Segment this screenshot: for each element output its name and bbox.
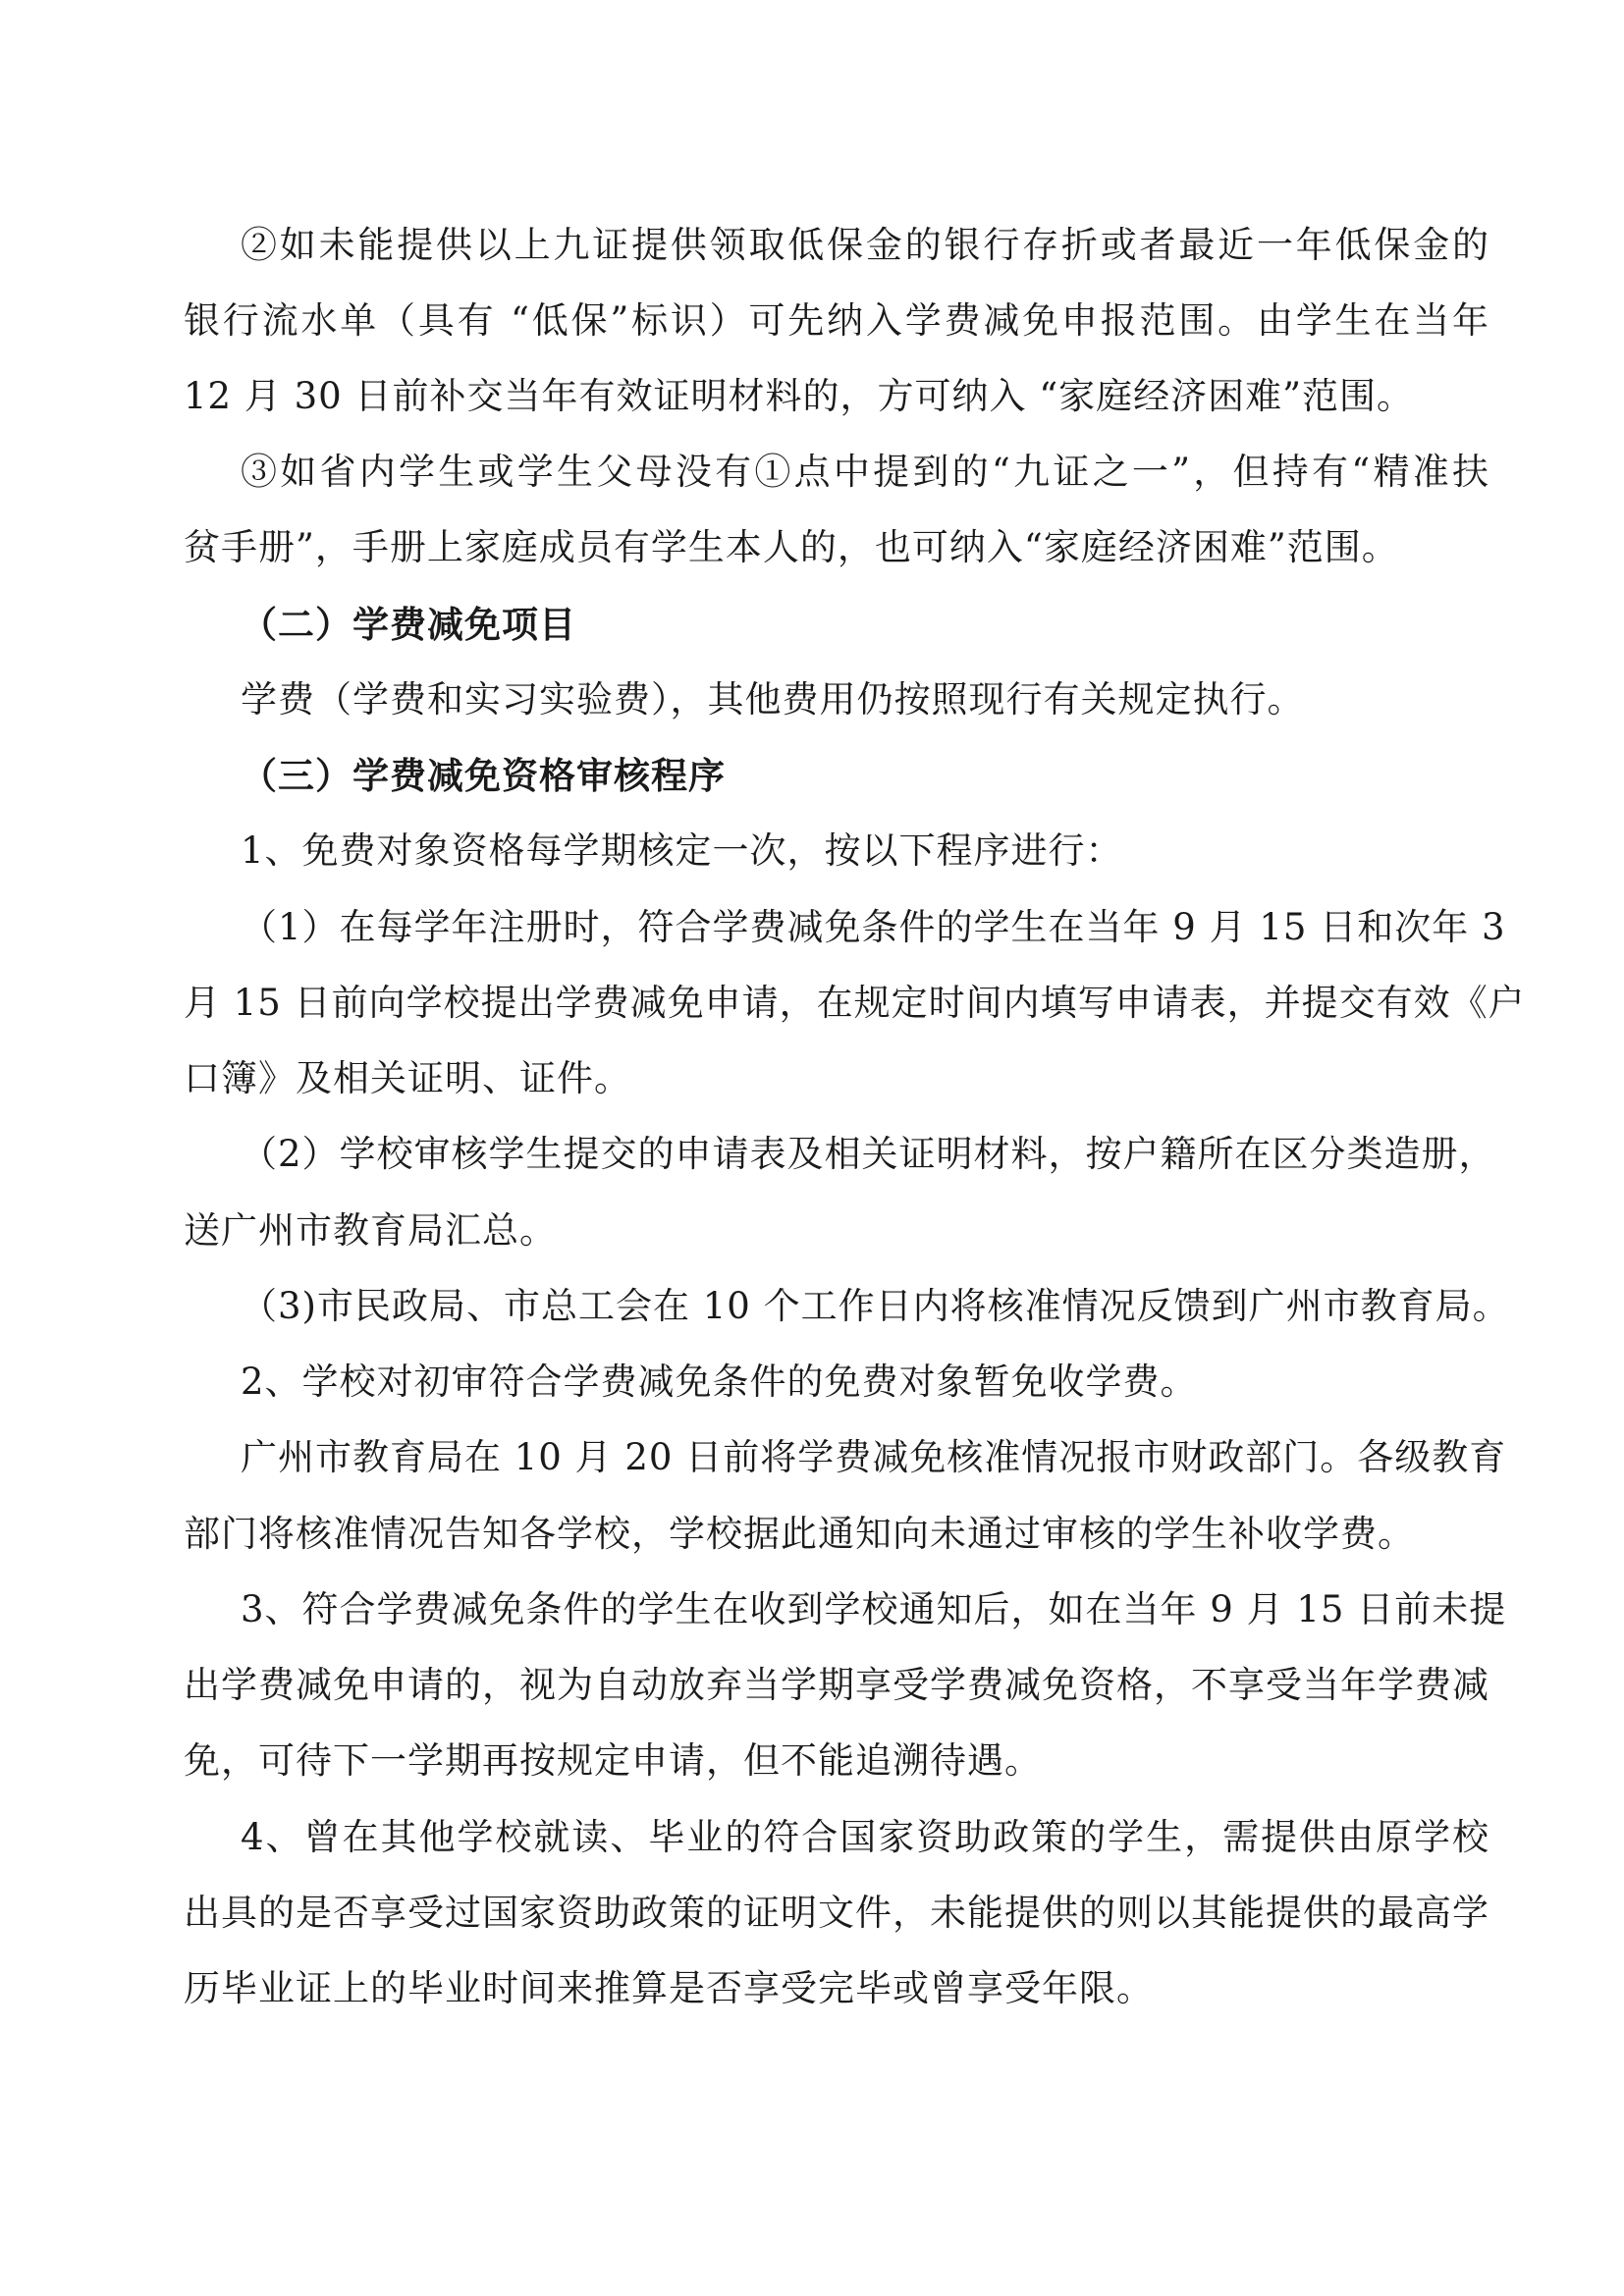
paragraph-line: 12 月 30 日前补交当年有效证明材料的，方可纳入 “家庭经济困难”范围。 [184,375,1415,417]
section-heading: （二）学费减免项目 [241,603,576,646]
paragraph-line: 3、符合学费减免条件的学生在收到学校通知后，如在当年 9 月 15 日前未提 [241,1588,1507,1630]
paragraph-line: ②如未能提供以上九证提供领取低保金的银行存折或者最近一年低保金的 [241,224,1489,266]
paragraph-line: 贫手册”，手册上家庭成员有学生本人的，也可纳入“家庭经济困难”范围。 [184,526,1399,568]
paragraph-line: 1、免费对象资格每学期核定一次，按以下程序进行： [241,829,1123,872]
paragraph-line: （3)市民政局、市总工会在 10 个工作日内将核准情况反馈到广州市教育局。 [241,1285,1510,1327]
paragraph-line: 银行流水单（具有 “低保”标识）可先纳入学费减免申报范围。由学生在当年 [184,299,1489,342]
paragraph-line: 历毕业证上的毕业时间来推算是否享受完毕或曾享受年限。 [184,1967,1154,2009]
paragraph-line: （2）学校审核学生提交的申请表及相关证明材料，按户籍所在区分类造册， [241,1133,1496,1175]
paragraph-line: 2、学校对初审符合学费减免条件的免费对象暂免收学费。 [241,1361,1198,1403]
paragraph-line: 广州市教育局在 10 月 20 日前将学费减免核准情况报市财政部门。各级教育 [241,1436,1507,1478]
paragraph-line: 免，可待下一学期再按规定申请，但不能追溯待遇。 [184,1739,1042,1782]
paragraph-line: 4、曾在其他学校就读、毕业的符合国家资助政策的学生，需提供由原学校 [241,1816,1489,1858]
paragraph-line: ③如省内学生或学生父母没有①点中提到的“九证之一”，但持有“精准扶 [241,451,1489,493]
paragraph-line: 口簿》及相关证明、证件。 [184,1057,631,1099]
paragraph-line: （1）在每学年注册时，符合学费减免条件的学生在当年 9 月 15 日和次年 3 [241,906,1506,948]
paragraph-line: 学费（学费和实习实验费），其他费用仍按照现行有关规定执行。 [241,678,1305,721]
section-heading: （三）学费减免资格审核程序 [241,754,726,797]
paragraph-line: 出具的是否享受过国家资助政策的证明文件，未能提供的则以其能提供的最高学 [184,1892,1489,1934]
paragraph-line: 部门将核准情况告知各学校，学校据此通知向未通过审核的学生补收学费。 [184,1513,1415,1555]
paragraph-line: 月 15 日前向学校提出学费减免申请，在规定时间内填写申请表，并提交有效《户 [184,982,1526,1024]
paragraph-line: 出学费减免申请的，视为自动放弃当学期享受学费减免资格，不享受当年学费减 [184,1664,1489,1706]
paragraph-line: 送广州市教育局汇总。 [184,1209,557,1252]
